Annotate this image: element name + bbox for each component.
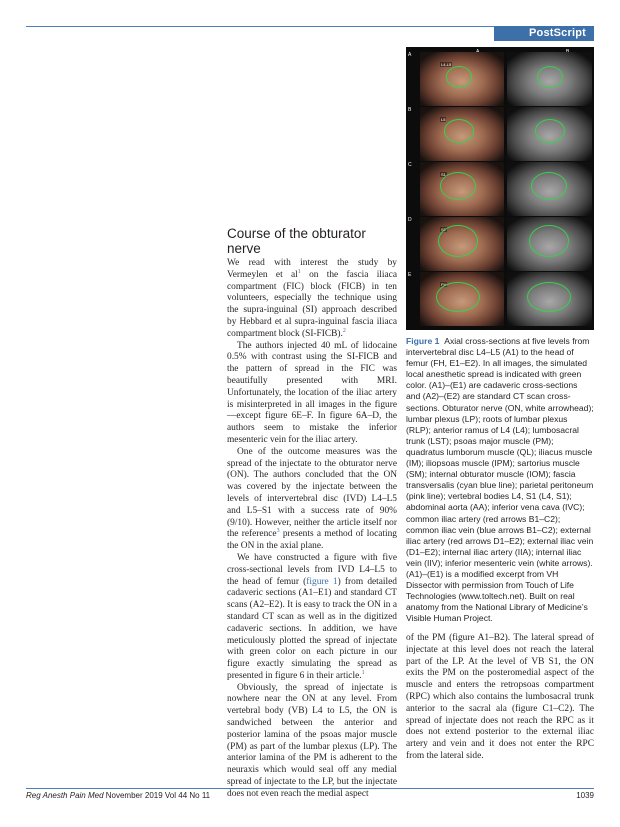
- ct-section-image: [507, 162, 592, 216]
- footer-issue: November 2019 Vol 44 No 11: [103, 791, 211, 800]
- figure-row-label: E: [408, 272, 412, 278]
- ct-section-image: [507, 52, 592, 106]
- body-paragraph: [227, 447, 397, 553]
- injectate-spread-outline: [537, 66, 563, 88]
- figure-caption-label: Figure 1: [406, 336, 440, 346]
- reference-marker[interactable]: 1: [297, 268, 301, 275]
- cadaveric-section-image: [420, 162, 504, 216]
- injectate-spread-outline: [438, 225, 478, 257]
- figure-row: [406, 271, 594, 326]
- body-paragraph: [227, 258, 397, 341]
- page-number: 1039: [576, 791, 594, 800]
- injectate-spread-outline: [436, 282, 480, 312]
- figure-row-label: B: [408, 107, 412, 113]
- footer-journal: Reg Anesth Pain Med: [26, 791, 104, 800]
- figure-row: [406, 51, 594, 106]
- footer-rule: [26, 788, 594, 789]
- ct-section-image: [507, 217, 592, 271]
- body-paragraph: [227, 553, 397, 683]
- figure-row: [406, 161, 594, 216]
- figure-1-image: [406, 47, 594, 330]
- reference-marker[interactable]: 1: [361, 669, 365, 676]
- figure-link[interactable]: figure 1: [306, 576, 338, 587]
- body-text: on the fascia iliaca compartment (FIC) block (FICB) in ten volunteers, especially the technique using the supra-inguinal (SI) approach described by Hebbard et al supra-inguinal fascia iliaca compartment block (SI-FICB).: [227, 269, 397, 339]
- level-tag: L5: [441, 117, 446, 122]
- body-text: We read with interest the study by Vermeylen et al: [227, 258, 397, 280]
- injectate-spread-outline: [535, 119, 565, 143]
- injectate-spread-outline: [444, 119, 474, 143]
- figure-caption: [406, 336, 594, 624]
- section-band: [494, 26, 594, 41]
- injectate-spread-outline: [440, 172, 476, 200]
- body-paragraph: The authors injected 40 mL of lidocaine 0.5% with contrast using the SI-FICB and the pattern of spread in the FIC was beautifully presented with MRI. Unfortunately, the location of the iliac artery is misinterpreted in all images in the figure—except figure 6E–F. In figure 6A–D, the authors seem to mistake the inferior mesenteric vein for the iliac artery.: [227, 340, 397, 445]
- level-tag: L4-L5: [441, 62, 452, 67]
- body-text: We have constructed a figure with five cross-sectional levels from IVD L4–L5 to the head of femur (: [227, 552, 397, 587]
- injectate-spread-outline: [446, 66, 472, 88]
- reference-marker[interactable]: 3: [276, 528, 280, 535]
- cadaveric-section-image: [420, 107, 504, 161]
- cadaveric-section-image: [420, 217, 504, 271]
- level-tag: S2: [441, 227, 446, 232]
- ct-section-image: [507, 272, 592, 326]
- figure-row: [406, 106, 594, 161]
- figure-row-label: A: [408, 52, 412, 58]
- ct-section-image: [507, 107, 592, 161]
- reference-marker[interactable]: 2: [342, 327, 346, 334]
- figure-caption-text: Axial cross-sections at five levels from intervertebral disc L4–L5 (A1) to the head of femur (FH, E1–E2). In all images, the simulated local anesthetic spread is indicated with green color. (A1)–(E1) are cadaveric cross-sections and (A2)–(E2) are standard CT scan cross-sections. Obturator nerve (ON, white arrowhead); lumbar plexus (LP); roots of lumbar plexus (RLP); anterior ramus of L4 (L4); lumbosacral trunk (LST); psoas major muscle (PM); quadratus lumborum muscle (QL); iliacus muscle (IM); iliopsoas muscle (IPM); sartorius muscle (SM); internal obturator muscle (IOM); fascia transversalis (cyan blue line); parietal peritoneum (pink line); vertebral bodies L4, S1 (L4, S1); abdominal aorta (AA); inferior vena cava (IVC); common iliac artery (red arrows B1–C2); common iliac vein (blue arrows B1–C2); external iliac artery (red arrows D1–E2); external iliac vein (D1–E2); internal iliac artery (IIA); internal iliac vein (IIV); inferior mesenteric vein (white arrows). (A1)–(E1) is a modified excerpt from VH Dissector with permission from Touch of Life Technologies (www.toltech.net). Built on real anatomy from the National Library of Medicine’s Visible Human Project.: [406, 336, 594, 624]
- figure-row-label: C: [408, 162, 412, 168]
- article-title: Course of the obturator nerve: [227, 226, 366, 256]
- figure-row: [406, 216, 594, 271]
- body-paragraph: Obviously, the spread of injectate is nowhere near the ON at any level. From vertebral body (VB) L4 to L5, the ON is sandwiched between the anterior and posterior lamina of the psoas major muscle (PM) as part of the lumbar plexus (LP). The anterior lamina of the PM is adherent to the neuraxis which would seal off any medial spread of injectate to the LP, but the injectate does not even reach the medial aspect: [227, 682, 397, 799]
- footer-citation: [26, 791, 210, 800]
- injectate-spread-outline: [529, 225, 569, 257]
- body-text: ) from detailed cadaveric sections (A1–E1) and standard CT scans (A2–E2). It is easy to track the ON in a standard CT scan as well as in the digitized cadaveric sections. In addition, we have meticulously plotted the spread of injectate with green color on each picture in our figure exactly simulating the spread as presented in figure 6 in their article.: [227, 576, 398, 681]
- level-tag: S1: [441, 172, 446, 177]
- level-tag: FH: [441, 282, 447, 287]
- figure-row-label: D: [408, 217, 412, 223]
- section-label: PostScript: [528, 27, 586, 39]
- cadaveric-section-image: [420, 52, 504, 106]
- injectate-spread-outline: [531, 172, 567, 200]
- body-column-right: [406, 633, 594, 763]
- body-text: presents a method of locating the ON in the axial plane.: [227, 529, 397, 552]
- injectate-spread-outline: [527, 282, 571, 312]
- body-column-left: [227, 258, 397, 801]
- body-text: One of the outcome measures was the spread of the injectate to the obturator nerve (ON). The authors concluded that the ON was covered by the injectate between the levels of intervertebral disc (IVD) L4–L5 and L5–S1 with a success rate of 90% (9/10). However, neither the article itself nor the reference: [227, 446, 397, 540]
- cadaveric-section-image: [420, 272, 504, 326]
- body-paragraph: of the PM (figure A1–B2). The lateral spread of injectate at this level does not reach the lateral part of the LP. At the level of VB S1, the ON exits the PM on the posteromedial aspect of the muscle and enters the retropsoas compartment (RPC) which also contains the lumbosacral trunk anterior to the sacral ala (figure C1–C2). The spread of injectate does not reach the RPC as it does not extend posterior to the external iliac artery and vein and it does not enter the RPC from the lateral side.: [406, 633, 594, 761]
